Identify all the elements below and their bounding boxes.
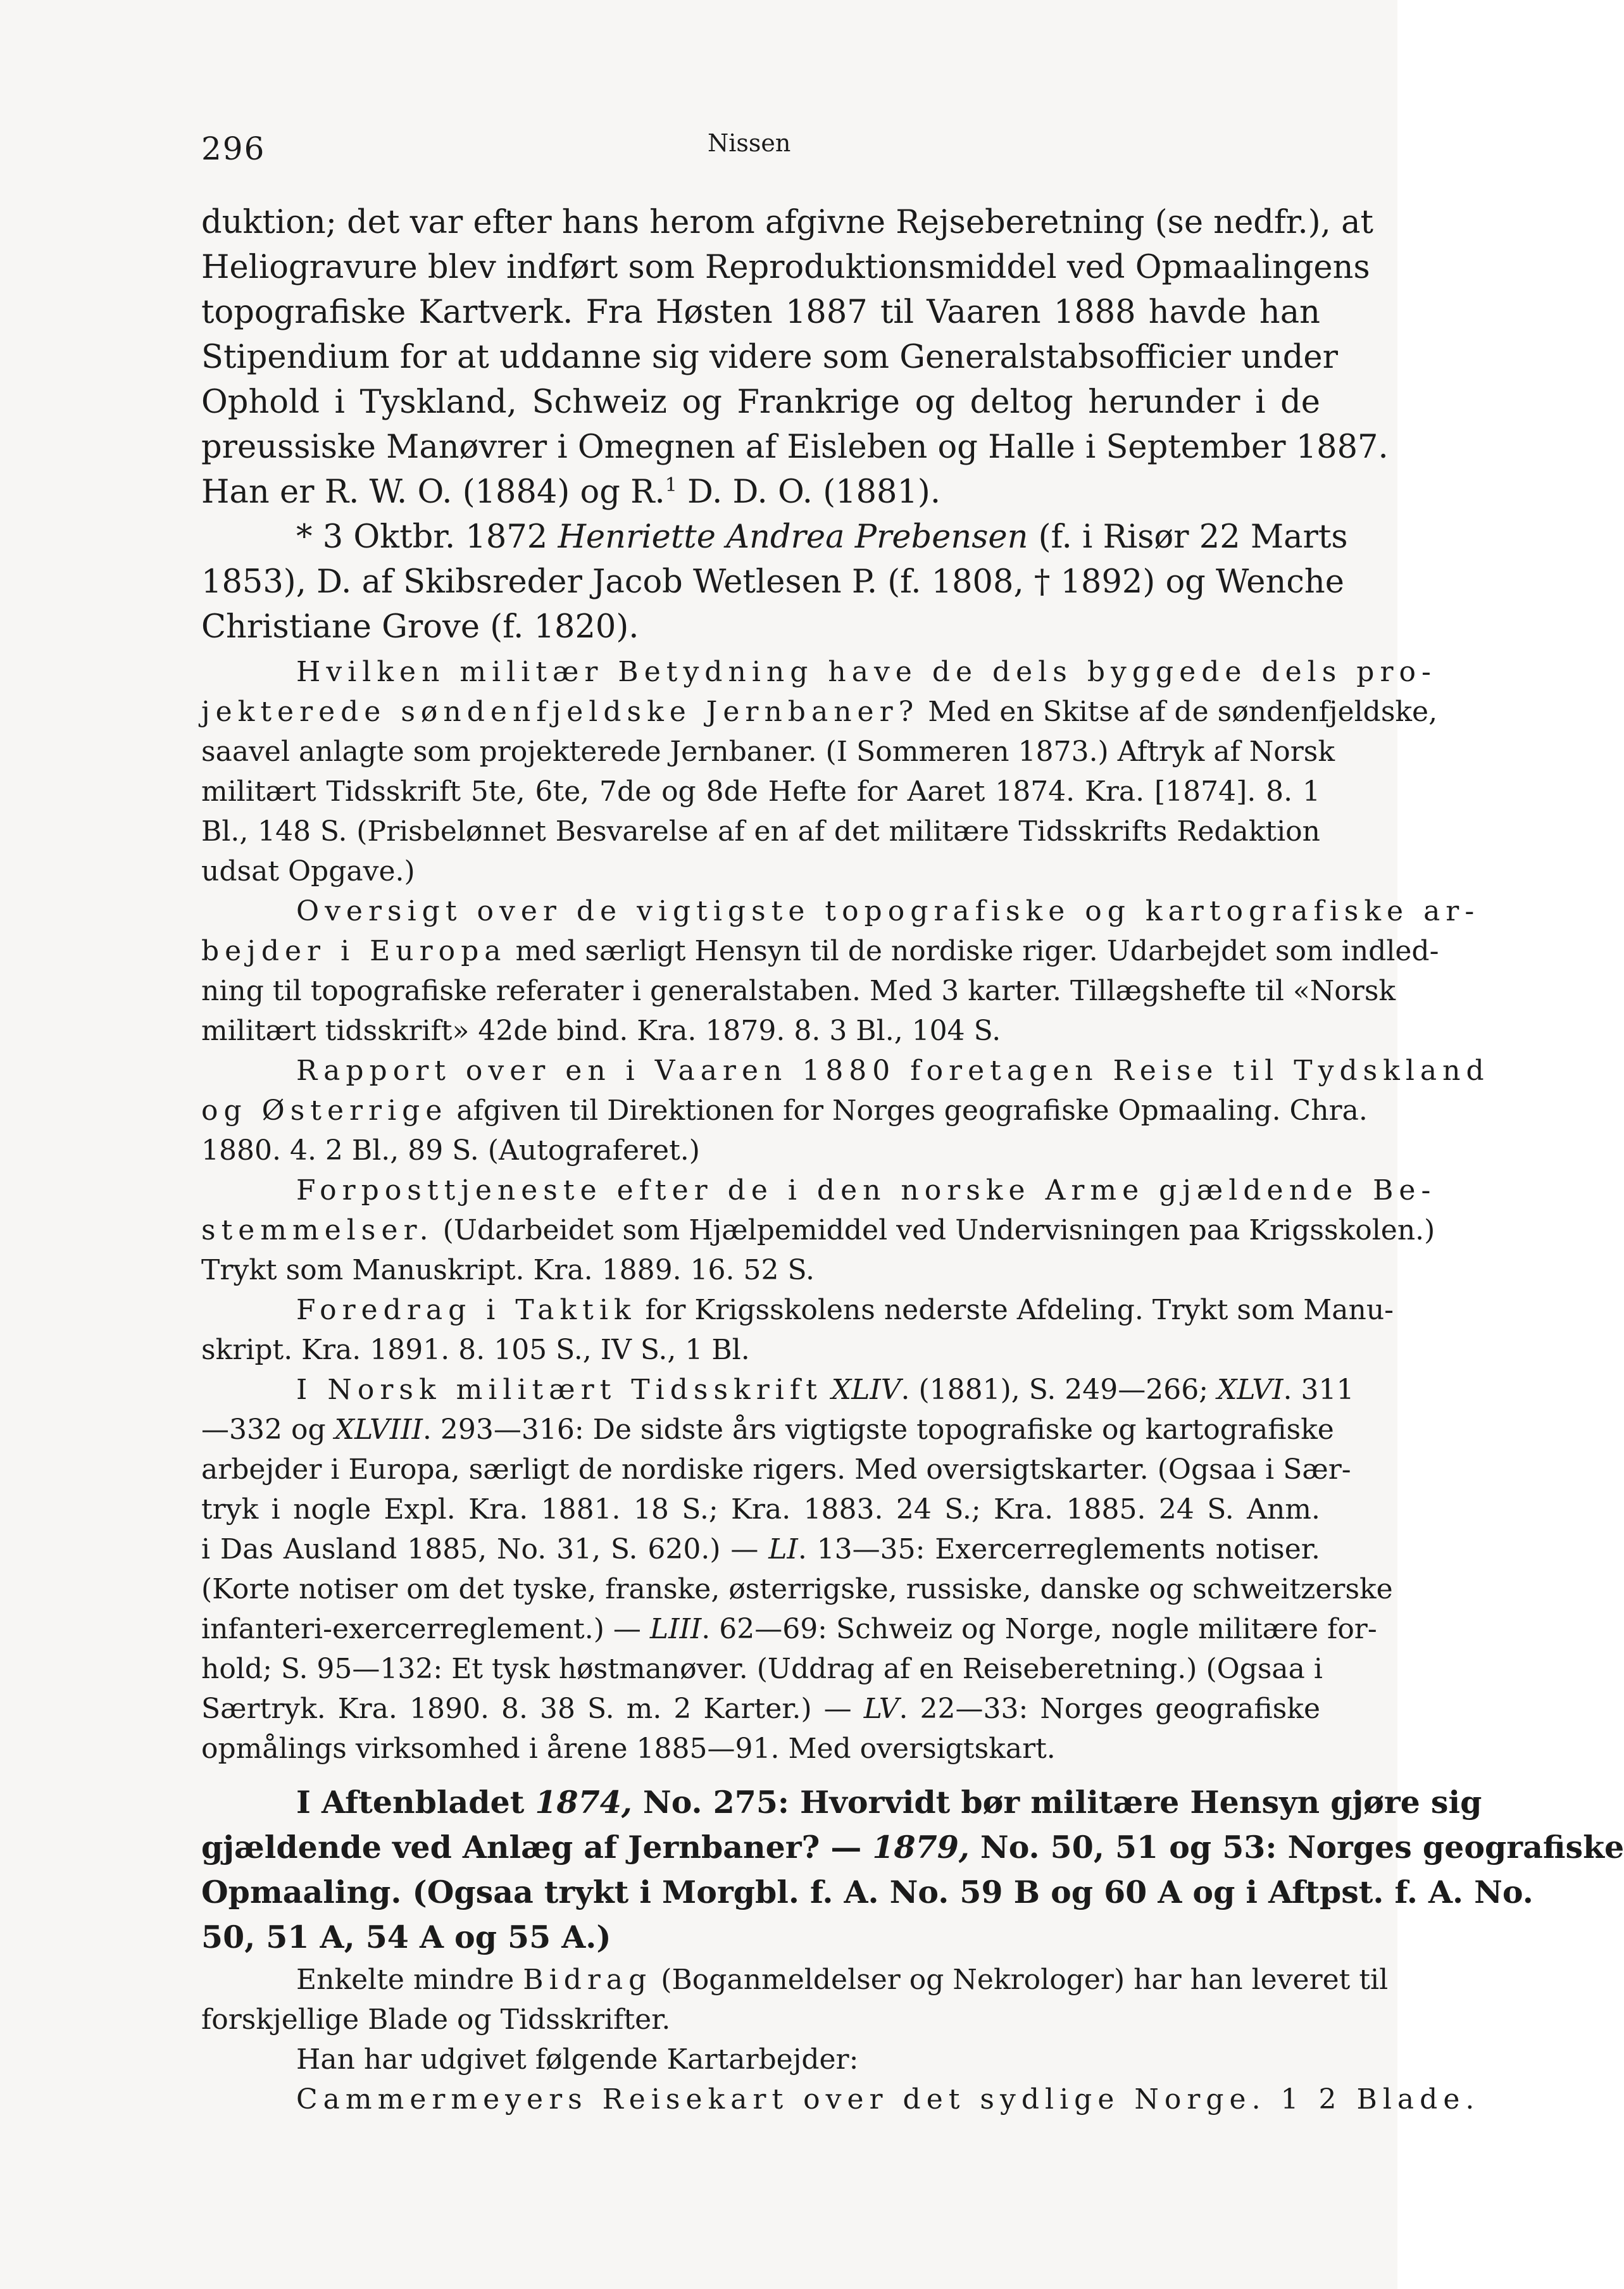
text-line: topografiske Kartverk. Fra Høsten 1887 til Vaaren 1888 havde han — [201, 294, 1320, 331]
aftenbladet-entry — [201, 1780, 1624, 1960]
work-title: Foredrag i Taktik — [296, 1294, 637, 1326]
work-description: . 293—316: De sidste års vigtigste topografiske og kartografiske — [422, 1414, 1334, 1446]
footnote-marker: 1 — [665, 474, 677, 496]
fraktur-line: Opmaaling. (Ogsaa trykt i Morgbl. f. A. No. 59 B og 60 A og i Aftpst. f. A. No. — [201, 1874, 1533, 1910]
work-title: jekterede søndenfjeldske Jernbaner? — [201, 696, 920, 728]
volume-number: LV — [863, 1693, 899, 1725]
text-line: Han har udgivet følgende Kartarbejder: — [296, 2043, 859, 2076]
work-description: i Das Ausland 1885, No. 31, S. 620.) — — [201, 1533, 769, 1565]
volume-number: XLVI — [1217, 1374, 1284, 1406]
text-line — [201, 1960, 1389, 2000]
text-line: 1853), D. af Skibsreder Jacob Wetlesen P. (f. 1808, † 1892) og Wenche — [201, 563, 1344, 601]
work-title: I Norsk militært Tidsskrift — [296, 1374, 823, 1406]
text-line: preussiske Manøvrer i Omegnen af Eisleben og Halle i September 1887. — [201, 429, 1389, 466]
work-description: (Udarbeidet som Hjælpemiddel ved Undervisningen paa Krigsskolen.) — [434, 1214, 1435, 1246]
text-line: duktion; det var efter hans herom afgivne Rejseberetning (se nedfr.), at — [201, 204, 1373, 241]
page-number: 296 — [201, 130, 266, 167]
fraktur-line: 50, 51 A, 54 A og 55 A.) — [201, 1919, 611, 1955]
page-content — [201, 124, 1624, 2119]
work-title: Forposttjeneste efter de i den norske Arme gjældende Be- — [296, 1174, 1437, 1207]
work-entry-line: militært tidsskrift» 42de bind. Kra. 1879. 8. 3 Bl., 104 S. — [201, 1015, 1001, 1047]
fraktur-text: I Aftenbladet — [296, 1784, 535, 1821]
work-description: med særligt Hensyn til de nordiske riger. Udarbejdet som indled- — [506, 935, 1439, 967]
work-description: infanteri-exercerreglement.) — — [201, 1613, 650, 1645]
work-description: afgiven til Direktionen for Norges geografiske Opmaaling. Chra. — [447, 1094, 1368, 1127]
volume-number: LIII — [649, 1613, 702, 1645]
work-description: . 311 — [1283, 1374, 1354, 1406]
volume-number: XLIV — [831, 1374, 901, 1406]
marriage-birth: (f. i Risør 22 Marts — [1028, 518, 1348, 556]
work-title: bejder i Europa — [201, 935, 507, 967]
closing-text: Enkelte mindre — [296, 1964, 523, 1996]
text-line: Ophold i Tyskland, Schweiz og Frankrige og deltog herunder i de — [201, 384, 1320, 421]
year: 1879, — [872, 1829, 970, 1866]
work-entry-line: militært Tidsskrift 5te, 6te, 7de og 8de Hefte for Aaret 1874. Kra. [1874]. 8. 1 — [201, 775, 1320, 808]
bidrag-term: Bidrag — [523, 1964, 653, 1996]
work-entry-line: Trykt som Manuskript. Kra. 1889. 16. 52 S. — [201, 1254, 815, 1286]
text-line: Heliogravure blev indført som Reproduktionsmiddel ved Opmaalingens — [201, 249, 1370, 286]
work-description: . 22—33: Norges geografiske — [899, 1693, 1320, 1725]
work-title: Rapport over en i Vaaren 1880 foretagen Reise til Tydskland — [296, 1055, 1490, 1087]
fraktur-text: gjældende ved Anlæg af Jernbaner? — — [201, 1829, 873, 1866]
work-description: Med en Skitse af de søndenfjeldske, — [919, 696, 1438, 728]
work-entry-line: 1880. 4. 2 Bl., 89 S. (Autograferet.) — [201, 1134, 700, 1167]
fraktur-text: No. 50, 51 og 53: Norges geografiske — [969, 1829, 1624, 1866]
work-description: . 13—35: Exercerreglements notiser. — [797, 1533, 1320, 1565]
work-entry-line: (Korte notiser om det tyske, franske, østerrigske, russiske, danske og schweitzerske — [201, 1573, 1393, 1605]
honors-text-end: D. D. O. (1881). — [677, 473, 941, 511]
works-list — [201, 652, 1490, 1769]
work-entry-line: skript. Kra. 1891. 8. 105 S., IV S., 1 Bl. — [201, 1334, 750, 1366]
running-title: Nissen — [708, 129, 791, 157]
year: 1874, — [535, 1784, 632, 1821]
work-entry-line — [201, 1689, 1320, 1729]
work-entry-line — [201, 931, 1439, 971]
work-description: . (1881), S. 249—266; — [901, 1374, 1218, 1406]
work-description: —332 og — [201, 1414, 335, 1446]
honors-text: Han er R. W. O. (1884) og R. — [201, 473, 665, 511]
text-line: forskjellige Blade og Tidsskrifter. — [201, 2004, 671, 2036]
marriage-date: * 3 Oktbr. 1872 — [296, 518, 558, 556]
work-entry-line — [201, 1091, 1368, 1131]
work-description: Særtryk. Kra. 1890. 8. 38 S. m. 2 Karter.) — — [201, 1693, 864, 1725]
text-line: Stipendium for at uddanne sig videre som Generalstabsofficier under — [201, 339, 1338, 376]
work-entry-line — [201, 692, 1438, 732]
work-entry-line: hold; S. 95—132: Et tysk høstmanøver. (Uddrag af en Reiseberetning.) (Ogsaa i — [201, 1653, 1323, 1685]
work-description: for Krigsskolens nederste Afdeling. Trykt som Manu- — [636, 1294, 1394, 1326]
spouse-name: Henriette Andrea Prebensen — [558, 518, 1028, 556]
closing-text: (Boganmeldelser og Nekrologer) har han leveret til — [652, 1964, 1389, 1996]
work-entry-line: saavel anlagte som projekterede Jernbaner. (I Sommeren 1873.) Aftryk af Norsk — [201, 736, 1335, 768]
work-title: stemmelser. — [201, 1214, 434, 1246]
fraktur-line — [201, 1825, 1624, 1870]
closing-paragraph — [201, 1960, 1480, 2119]
volume-number: XLVIII — [334, 1414, 423, 1446]
work-entry-line — [201, 1290, 1394, 1330]
work-description: . 62—69: Schweiz og Norge, nogle militære for- — [701, 1613, 1377, 1645]
work-entry-line: tryk i nogle Expl. Kra. 1881. 18 S.; Kra. 1883. 24 S.; Kra. 1885. 24 S. Anm. — [201, 1493, 1320, 1526]
work-entry-line — [201, 1410, 1334, 1450]
map-title-line: Cammermeyers Reisekart over det sydlige Norge. 1 2 Blade. — [296, 2083, 1480, 2116]
work-title: Hvilken militær Betydning have de dels byggede dels pro- — [296, 656, 1437, 688]
honors-line — [201, 470, 1320, 515]
work-entry-line — [201, 1370, 1354, 1410]
work-title: Oversigt over de vigtigste topografiske og kartografiske ar- — [296, 895, 1480, 927]
work-entry-line — [201, 1609, 1377, 1649]
work-entry-line: arbejder i Europa, særligt de nordiske rigers. Med oversigtskarter. (Ogsaa i Sær- — [201, 1453, 1351, 1486]
work-title: og Østerrige — [201, 1094, 448, 1127]
page-header — [201, 124, 1320, 175]
work-entry-line: Bl., 148 S. (Prisbelønnet Besvarelse af en af det militære Tidsskrifts Redaktion — [201, 815, 1320, 848]
work-entry-line: ning til topografiske referater i generalstaben. Med 3 karter. Tillægshefte til «Norsk — [201, 975, 1396, 1007]
marriage-line — [201, 515, 1348, 560]
work-entry-line: udsat Opgave.) — [201, 855, 415, 887]
fraktur-line — [201, 1780, 1482, 1825]
text-line: Christiane Grove (f. 1820). — [201, 608, 639, 646]
biography-paragraph — [201, 200, 1389, 649]
work-entry-line — [201, 1529, 1320, 1569]
volume-number: LI — [768, 1533, 798, 1565]
work-entry-line — [201, 1210, 1435, 1250]
work-entry-line: opmålings virksomhed i årene 1885—91. Med oversigtskart. — [201, 1733, 1056, 1765]
fraktur-text: No. 275: Hvorvidt bør militære Hensyn gjøre sig — [632, 1784, 1482, 1821]
